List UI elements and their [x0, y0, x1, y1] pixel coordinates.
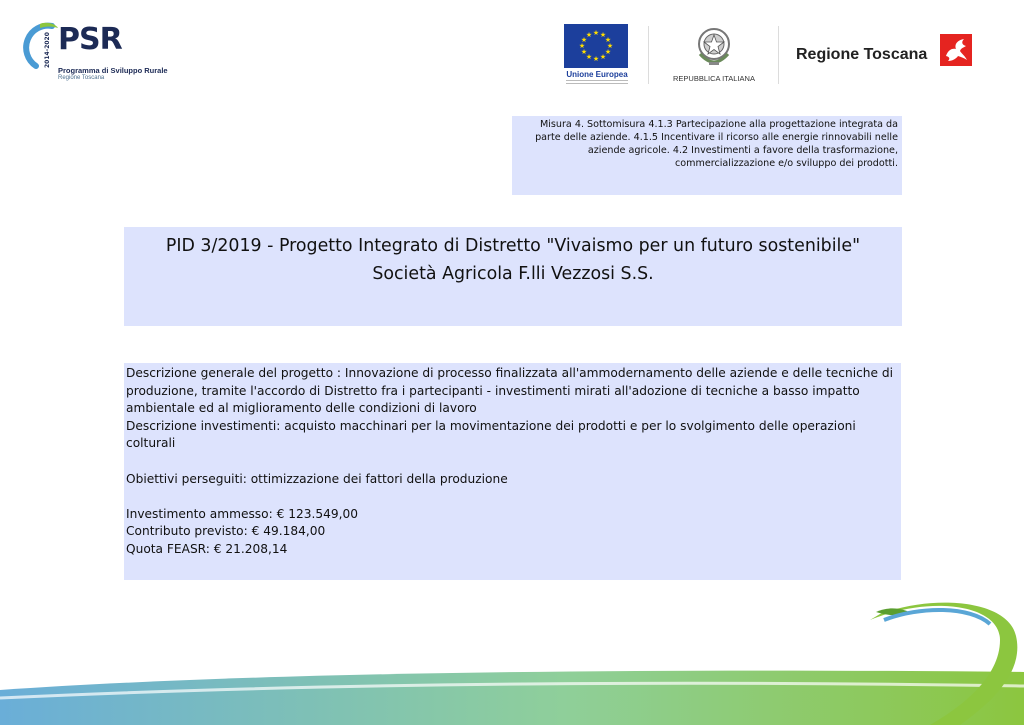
project-description	[126, 365, 896, 559]
investment-description: Descrizione investimenti: acquisto macchinari per la movimentazione dei prodotti e per lo svolgimento delle operazioni colturali	[126, 418, 856, 451]
psr-subtitle: Programma di Sviluppo Rurale	[58, 66, 168, 75]
eu-logo	[562, 24, 632, 90]
svg-text:★: ★	[604, 36, 612, 44]
svg-text:★: ★	[585, 31, 593, 39]
svg-text:★: ★	[580, 48, 588, 56]
italian-emblem-icon	[694, 24, 734, 70]
svg-text:★: ★	[592, 55, 600, 63]
eu-flag-icon	[564, 24, 628, 68]
svg-text:★: ★	[580, 36, 588, 44]
eu-fine-print-lines	[566, 80, 628, 86]
italy-logo	[662, 22, 766, 88]
measure-box	[512, 116, 902, 195]
project-title-line1: PID 3/2019 - Progetto Integrato di Distretto "Vivaismo per un futuro sostenibile"	[165, 236, 861, 256]
general-description: Descrizione generale del progetto : Innovazione di processo finalizzata all'ammodernamento delle aziende e delle tecniche di produzione, tramite l'accordo di Distretto fra i partecipanti - investimenti mirati all'adozione di tecniche a basso impatto ambientale ed al miglioramento delle condizioni di lavoro	[126, 366, 894, 416]
amount-admitted: Investimento ammesso: € 123.549,00	[126, 506, 359, 521]
psr-arc-icon	[22, 22, 62, 72]
objectives: Obiettivi perseguiti: ottimizzazione dei fattori della produzione	[126, 471, 508, 486]
project-title-line2: Società Agricola F.lli Vezzosi S.S.	[372, 264, 654, 284]
decorative-swoosh	[0, 590, 1024, 725]
psr-logo	[22, 22, 182, 84]
contribution: Contributo previsto: € 49.184,00	[126, 524, 326, 539]
eu-label: Unione Europea	[566, 70, 628, 79]
project-description-box	[124, 363, 901, 580]
project-title-box	[124, 227, 902, 326]
psr-brand: PSR	[58, 22, 122, 57]
svg-text:★: ★	[606, 42, 614, 50]
tuscany-pegasus-icon	[940, 34, 972, 66]
psr-region: Regione Toscana	[58, 75, 105, 81]
logo-divider	[778, 26, 779, 84]
psr-years: 2014-2020	[44, 32, 51, 68]
project-title	[124, 232, 902, 288]
svg-text:★: ★	[604, 48, 612, 56]
italy-label: REPUBBLICA ITALIANA	[673, 74, 755, 83]
measure-text: Misura 4. Sottomisura 4.1.3 Partecipazione alla progettazione integrata da parte delle aziende. 4.1.5 Incentivare il ricorso alle energie rinnovabili nelle aziende agricole. 4.2 Investimenti a favore della trasformazione, commercializzazione e/o sviluppo dei prodotti.	[535, 119, 898, 169]
svg-text:★: ★	[599, 31, 607, 39]
logo-divider	[648, 26, 649, 84]
svg-text:★: ★	[585, 53, 593, 61]
svg-text:★: ★	[599, 53, 607, 61]
feasr-share: Quota FEASR: € 21.208,14	[126, 541, 288, 556]
svg-text:★: ★	[592, 29, 600, 37]
tuscany-logo	[792, 22, 976, 88]
svg-text:★: ★	[578, 42, 586, 50]
tuscany-label: Regione Toscana	[796, 46, 928, 63]
